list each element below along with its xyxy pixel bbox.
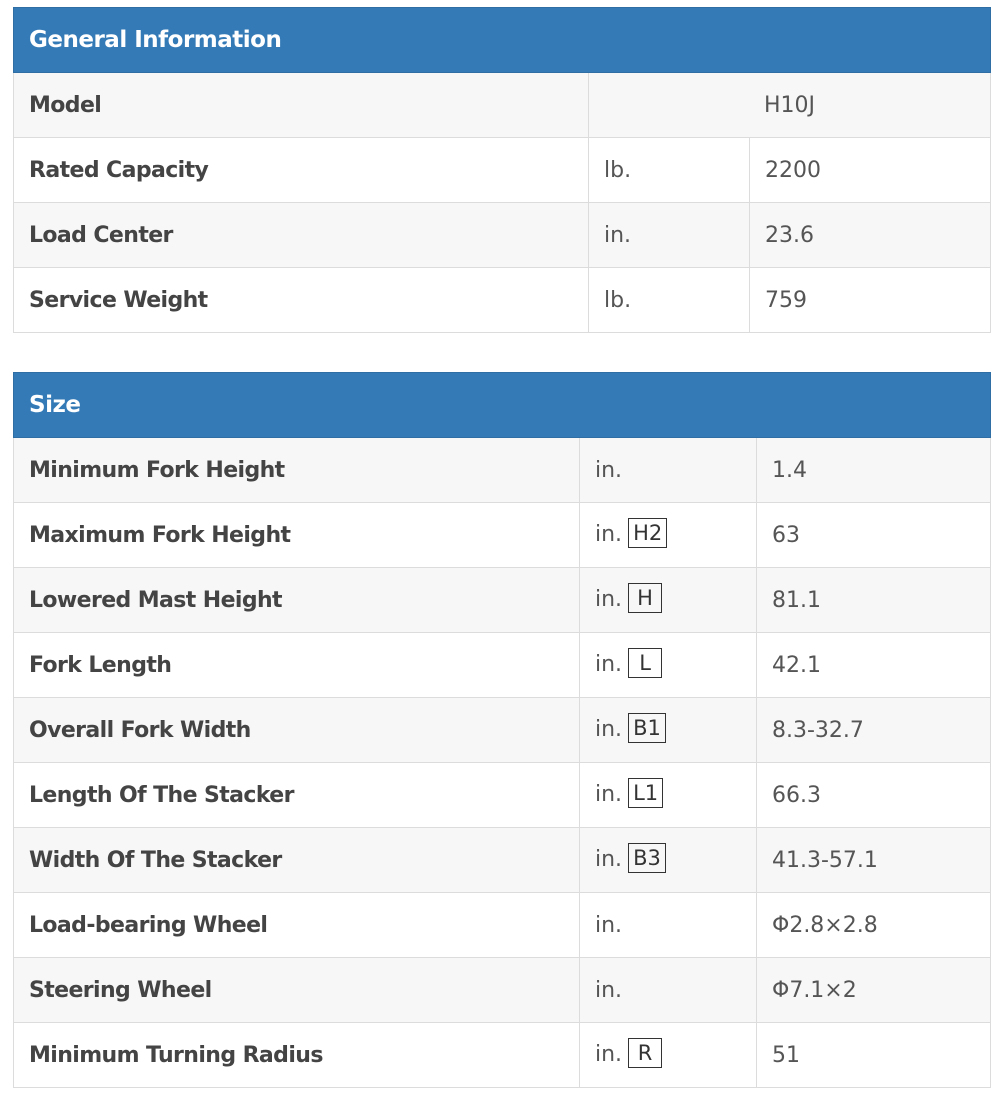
row-value: Φ2.8×2.8 — [757, 893, 991, 958]
row-label: Load-bearing Wheel — [14, 893, 580, 958]
general-header-row — [14, 8, 991, 73]
row-unit: lb. — [589, 268, 750, 333]
row-label: Minimum Fork Height — [14, 438, 580, 503]
row-label: Maximum Fork Height — [14, 503, 580, 568]
row-unit-cell — [580, 958, 757, 1023]
table-row — [14, 633, 991, 698]
table-row — [14, 73, 991, 138]
general-information-table — [13, 7, 991, 333]
row-unit: in. — [595, 457, 623, 483]
row-unit: in. — [595, 847, 623, 872]
row-unit: in. — [595, 977, 623, 1003]
size-table — [13, 372, 991, 1088]
row-unit: in. — [595, 912, 623, 938]
row-unit: in. — [595, 782, 623, 807]
row-label: Load Center — [14, 203, 589, 268]
row-unit-cell — [580, 698, 757, 763]
row-label: Minimum Turning Radius — [14, 1023, 580, 1088]
row-unit: lb. — [589, 138, 750, 203]
dimension-code-badge: B3 — [628, 843, 666, 873]
table-row — [14, 893, 991, 958]
size-table-body — [14, 438, 991, 1088]
row-unit: in. — [595, 1042, 623, 1067]
row-value: 51 — [757, 1023, 991, 1088]
row-value: 8.3-32.7 — [757, 698, 991, 763]
row-value: 759 — [750, 268, 991, 333]
table-row — [14, 568, 991, 633]
row-unit-cell — [580, 438, 757, 503]
row-label: Rated Capacity — [14, 138, 589, 203]
dimension-code-badge: L — [628, 648, 662, 678]
row-value: 23.6 — [750, 203, 991, 268]
size-header-row — [14, 373, 991, 438]
row-unit-cell — [580, 568, 757, 633]
row-unit-cell — [580, 633, 757, 698]
size-title: Size — [14, 373, 991, 438]
dimension-code-badge: B1 — [628, 713, 666, 743]
row-label: Fork Length — [14, 633, 580, 698]
row-value: 63 — [757, 503, 991, 568]
row-label: Steering Wheel — [14, 958, 580, 1023]
row-value: Φ7.1×2 — [757, 958, 991, 1023]
table-row — [14, 438, 991, 503]
table-row — [14, 203, 991, 268]
dimension-code-badge: R — [628, 1038, 662, 1068]
row-label: Service Weight — [14, 268, 589, 333]
row-value: 2200 — [750, 138, 991, 203]
dimension-code-badge: H — [628, 583, 662, 613]
row-unit: in. — [595, 522, 623, 547]
table-row — [14, 958, 991, 1023]
row-unit-cell — [580, 503, 757, 568]
row-value: 42.1 — [757, 633, 991, 698]
row-unit-cell — [580, 893, 757, 958]
row-value: 81.1 — [757, 568, 991, 633]
row-unit: in. — [589, 203, 750, 268]
row-label: Width Of The Stacker — [14, 828, 580, 893]
row-label: Length Of The Stacker — [14, 763, 580, 828]
row-value: 1.4 — [757, 438, 991, 503]
table-row — [14, 763, 991, 828]
table-row — [14, 268, 991, 333]
row-value: 66.3 — [757, 763, 991, 828]
row-unit: in. — [595, 717, 623, 742]
table-row — [14, 1023, 991, 1088]
row-unit-cell — [580, 828, 757, 893]
dimension-code-badge: H2 — [628, 518, 667, 548]
model-value: H10J — [589, 73, 991, 138]
table-row — [14, 828, 991, 893]
row-value: 41.3-57.1 — [757, 828, 991, 893]
table-row — [14, 698, 991, 763]
general-information-title: General Information — [14, 8, 991, 73]
table-row — [14, 138, 991, 203]
table-row — [14, 503, 991, 568]
row-unit: in. — [595, 652, 623, 677]
row-label: Overall Fork Width — [14, 698, 580, 763]
row-unit-cell — [580, 1023, 757, 1088]
row-unit-cell — [580, 763, 757, 828]
row-label: Lowered Mast Height — [14, 568, 580, 633]
model-label: Model — [14, 73, 589, 138]
row-unit: in. — [595, 587, 623, 612]
dimension-code-badge: L1 — [628, 778, 663, 808]
